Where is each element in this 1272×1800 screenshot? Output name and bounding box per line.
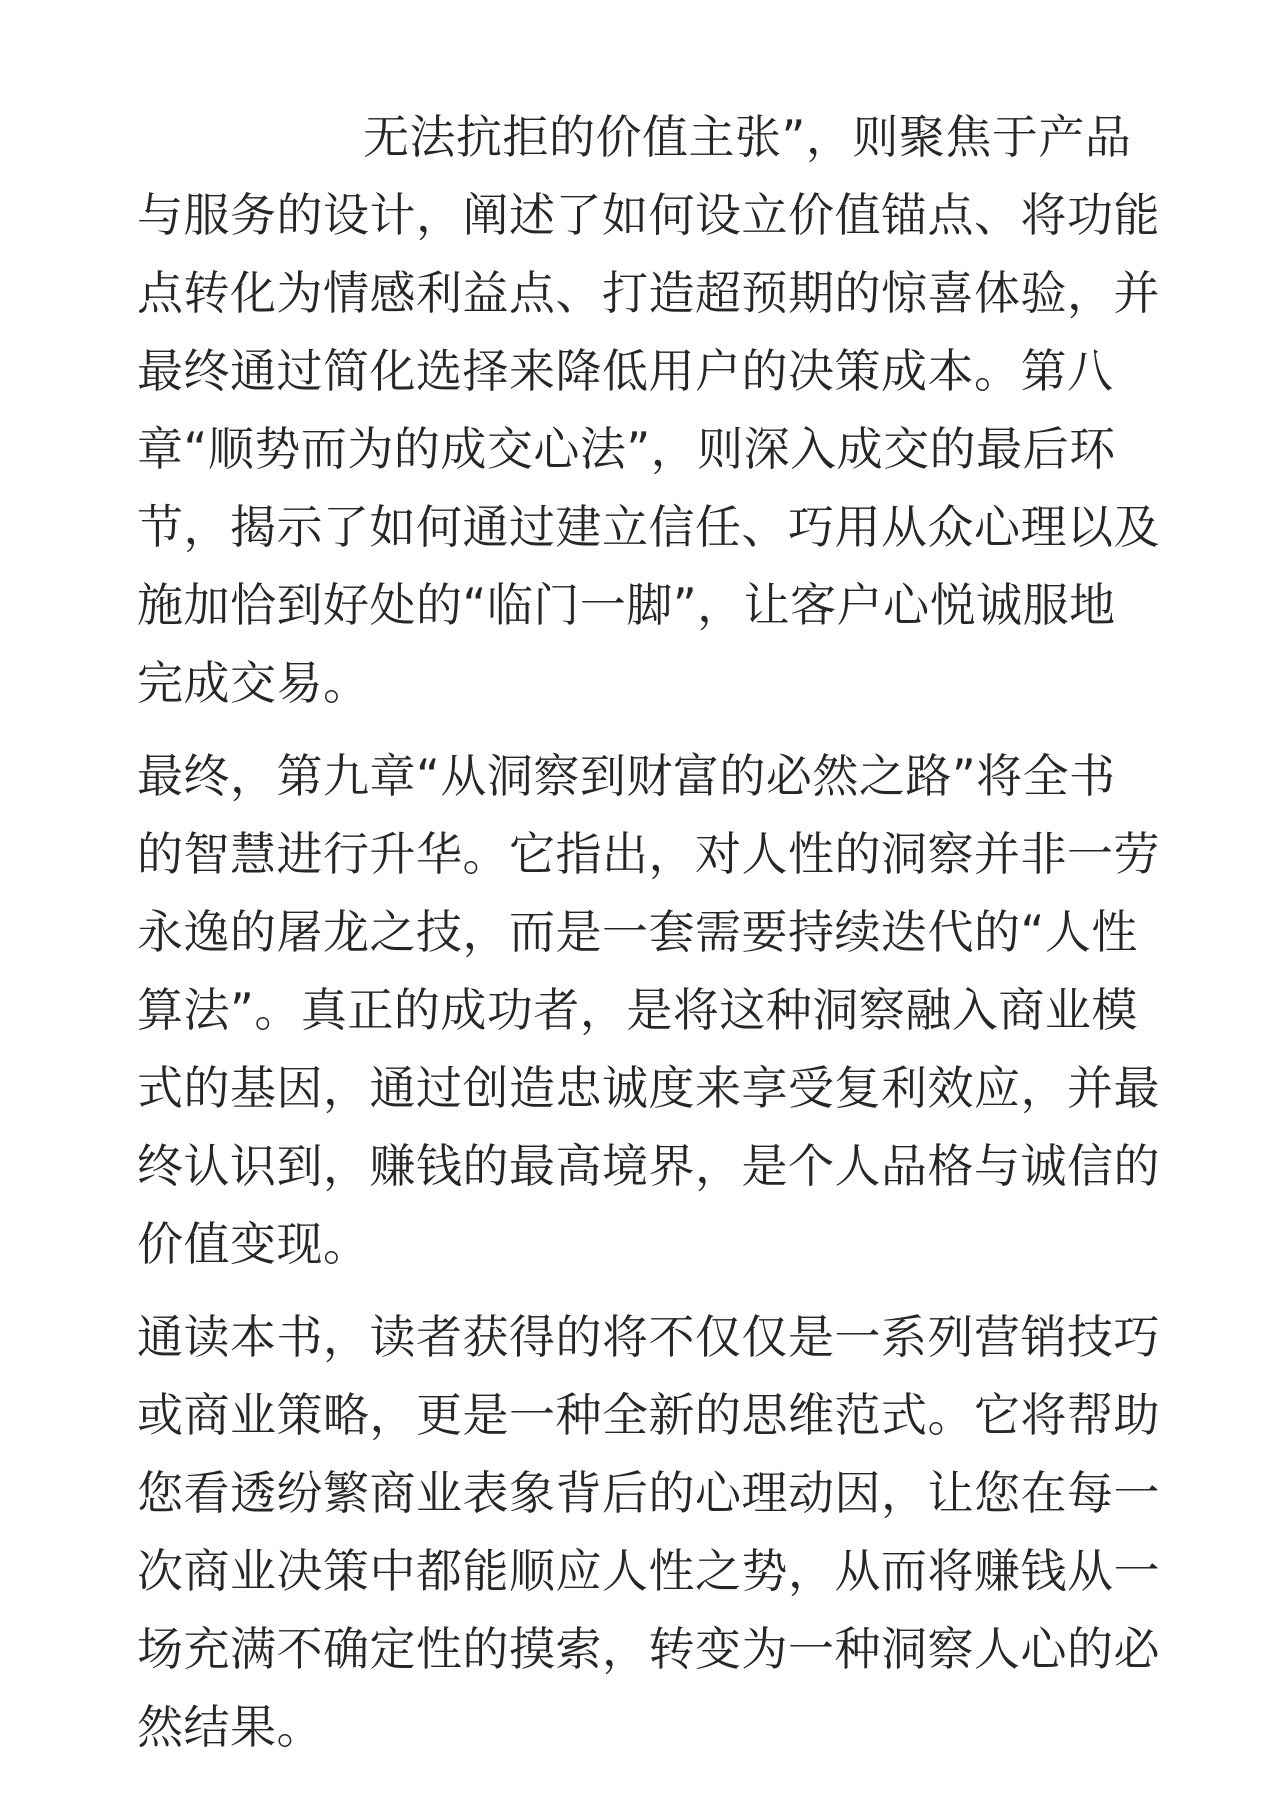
text-line: 最终，第九章“从洞察到财富的必然之路”将全书 bbox=[137, 749, 1116, 803]
text-line: 章“顺势而为的成交心法”，则深入成交的最后环 bbox=[137, 422, 1116, 476]
paragraph-1 bbox=[137, 98, 1160, 722]
text-line: 通读本书，读者获得的将不仅仅是一系列营销技巧 bbox=[137, 1310, 1160, 1364]
paragraph-3 bbox=[137, 1298, 1160, 1766]
text-line: 您看透纷繁商业表象背后的心理动因，让您在每一 bbox=[137, 1466, 1160, 1520]
text-line: 永逸的屠龙之技，而是一套需要持续迭代的“人性 bbox=[137, 905, 1138, 959]
text-line: 最终通过简化选择来降低用户的决策成本。第八 bbox=[137, 344, 1114, 398]
text-line: 次商业决策中都能顺应人性之势，从而将赚钱从一 bbox=[137, 1544, 1160, 1598]
text-line: 完成交易。 bbox=[137, 656, 370, 710]
text-line: 终认识到，赚钱的最高境界，是个人品格与诚信的 bbox=[137, 1139, 1160, 1193]
body-text bbox=[137, 98, 1160, 1781]
text-line: 算法”。真正的成功者，是将这种洞察融入商业模 bbox=[137, 983, 1138, 1037]
text-line: 无法抗拒的价值主张”，则聚焦于产品 bbox=[363, 110, 1132, 164]
text-line: 或商业策略，更是一种全新的思维范式。它将帮助 bbox=[137, 1388, 1160, 1442]
text-line: 价值变现。 bbox=[137, 1217, 370, 1271]
text-line: 与服务的设计，阐述了如何设立价值锚点、将功能 bbox=[137, 188, 1160, 242]
text-line: 的智慧进行升华。它指出，对人性的洞察并非一劳 bbox=[137, 827, 1160, 881]
text-line: 场充满不确定性的摸索，转变为一种洞察人心的必 bbox=[137, 1622, 1160, 1676]
text-line: 点转化为情感利益点、打造超预期的惊喜体验，并 bbox=[137, 266, 1160, 320]
paragraph-2 bbox=[137, 737, 1160, 1283]
text-line: 式的基因，通过创造忠诚度来享受复利效应，并最 bbox=[137, 1061, 1160, 1115]
text-line: 施加恰到好处的“临门一脚”，让客户心悦诚服地 bbox=[137, 578, 1116, 632]
text-line: 节，揭示了如何通过建立信任、巧用从众心理以及 bbox=[137, 500, 1160, 554]
text-line: 然结果。 bbox=[137, 1700, 323, 1754]
